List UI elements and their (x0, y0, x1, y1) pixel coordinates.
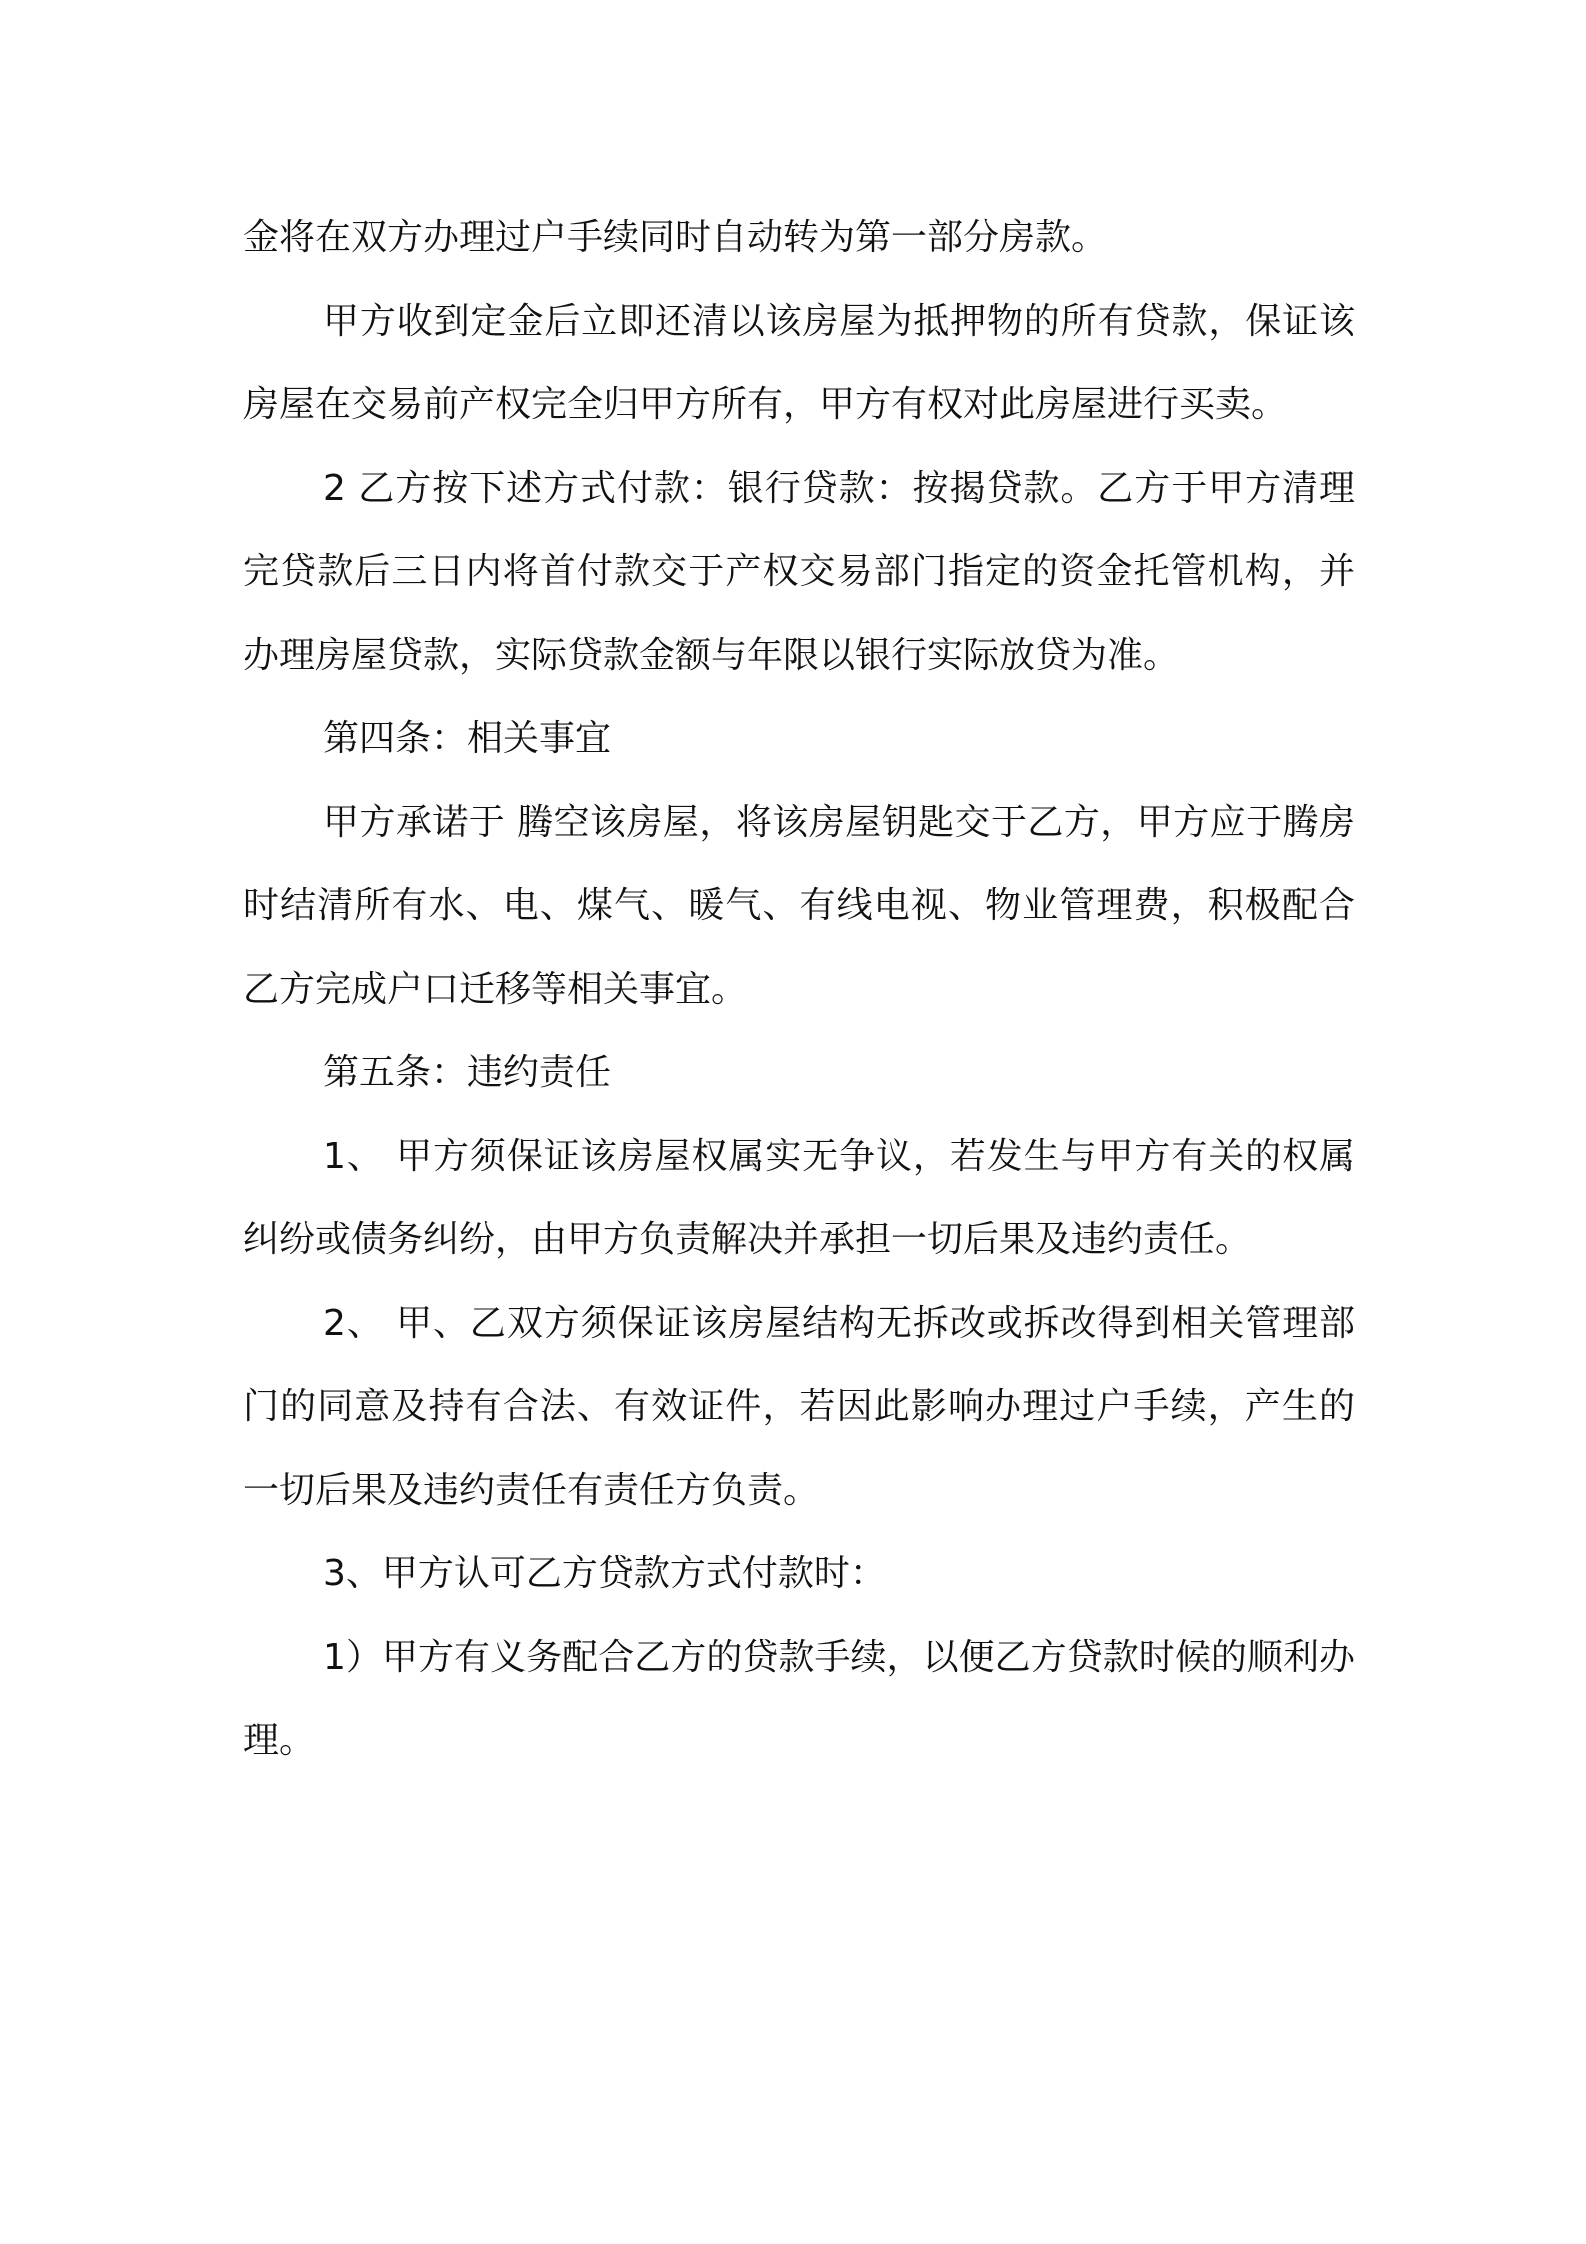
paragraph-3: 2 乙方按下述方式付款：银行贷款：按揭贷款。乙方于甲方清理完贷款后三日内将首付款交于产权交易部门指定的资金托管机构，并办理房屋贷款，实际贷款金额与年限以银行实际放贷为准。 (243, 467, 1355, 676)
clause-3-item-1: 1）甲方有义务配合乙方的贷款手续，以便乙方贷款时候的顺利办理。 (243, 1636, 1355, 1761)
clause-3: 3、甲方认可乙方贷款方式付款时： (323, 1553, 886, 1594)
paragraph-1: 金将在双方办理过户手续同时自动转为第一部分房款。 (243, 217, 1108, 258)
clause-1: 1、 甲方须保证该房屋权属实无争议，若发生与甲方有关的权属纠纷或债务纠纷，由甲方负责解决并承担一切后果及违约责任。 (243, 1135, 1355, 1260)
document-body (243, 196, 1355, 1783)
section-heading-article-5: 第五条：违约责任 (323, 1052, 612, 1093)
clause-2: 2、 甲、乙双方须保证该房屋结构无拆改或拆改得到相关管理部门的同意及持有合法、有效证件，若因此影响办理过户手续，产生的一切后果及违约责任有责任方负责。 (243, 1302, 1355, 1511)
paragraph-2: 甲方收到定金后立即还清以该房屋为抵押物的所有贷款，保证该房屋在交易前产权完全归甲方所有，甲方有权对此房屋进行买卖。 (243, 300, 1355, 425)
paragraph-5: 甲方承诺于 腾空该房屋，将该房屋钥匙交于乙方，甲方应于腾房时结清所有水、电、煤气、暖气、有线电视、物业管理费，积极配合乙方完成户口迁移等相关事宜。 (243, 801, 1355, 1010)
section-heading-article-4: 第四条：相关事宜 (323, 718, 612, 759)
